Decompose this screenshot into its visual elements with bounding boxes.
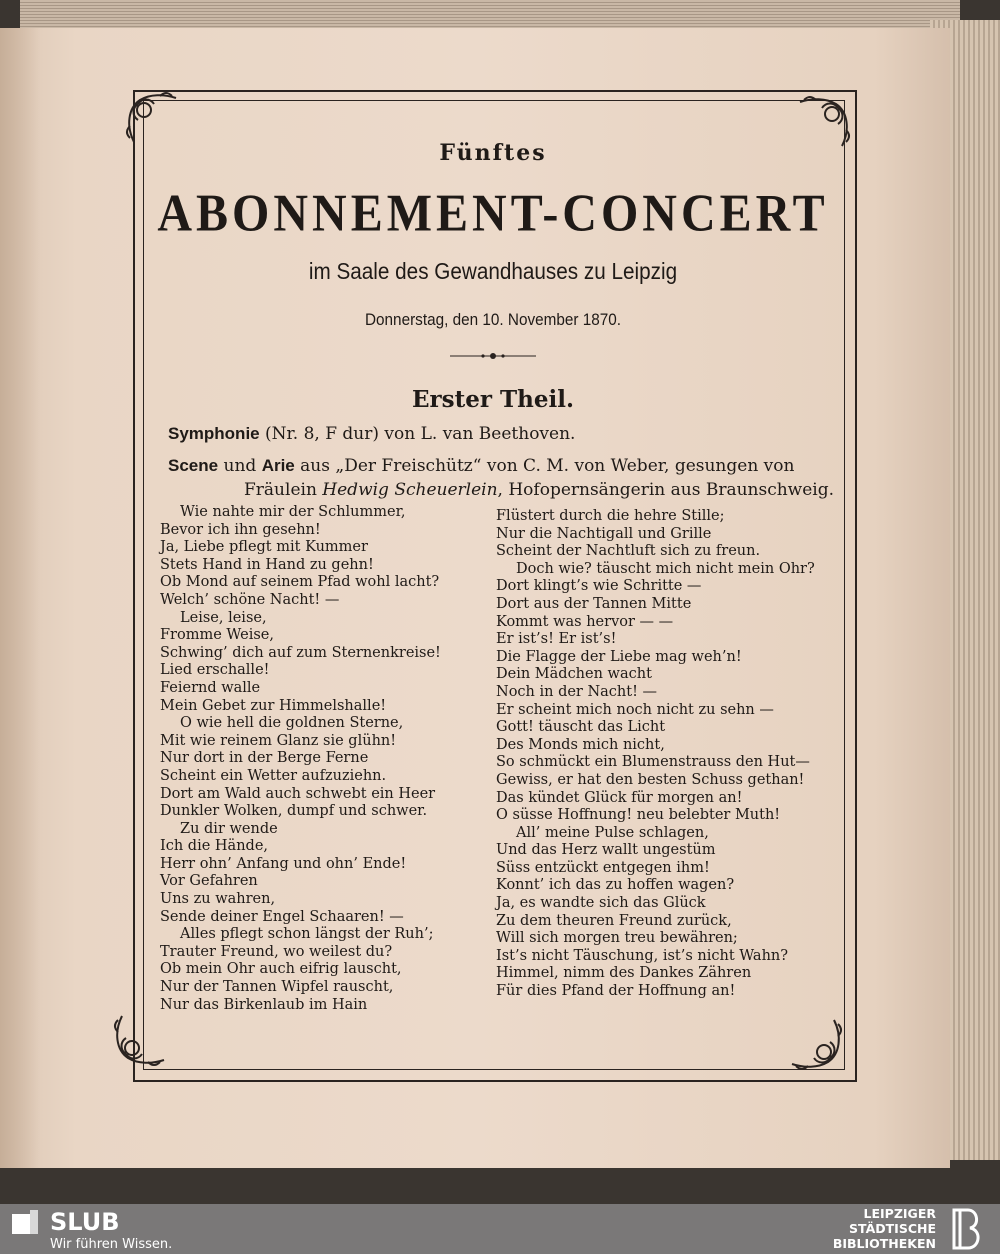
footer-tagline: Wir führen Wissen. xyxy=(50,1237,173,1252)
corner-ornament-icon xyxy=(108,1012,168,1072)
lyric-line: Dort klingt’s wie Schritte — xyxy=(496,578,702,595)
lyric-line: Lied erschalle! xyxy=(160,662,270,679)
item-label: Symphonie xyxy=(168,424,260,443)
item-label: Arie xyxy=(261,456,295,475)
lyric-line: Feiernd walle xyxy=(160,679,261,696)
lyric-line: Will sich morgen treu bewähren; xyxy=(496,930,738,947)
lyric-line: Nur der Tannen Wipfel rauscht, xyxy=(160,979,394,996)
lyric-line: Dunkler Wolken, dumpf und schwer. xyxy=(160,803,428,820)
lyric-line: Das kündet Glück für morgen an! xyxy=(496,789,743,806)
lyric-line: Alles pflegt schon längst der Ruh’; xyxy=(180,926,434,943)
lyric-line: O wie hell die goldnen Sterne, xyxy=(180,715,404,732)
lyric-line: Die Flagge der Liebe mag weh’n! xyxy=(496,648,742,665)
lyric-line: Bevor ich ihn gesehn! xyxy=(160,521,321,538)
lyric-line: Fromme Weise, xyxy=(160,627,274,644)
lyric-line: Noch in der Nacht! — xyxy=(496,683,658,700)
concert-title: ABONNEMENT-CONCERT xyxy=(157,184,829,243)
lyric-line: Für dies Pfand der Hoffnung an! xyxy=(496,983,736,1000)
slub-logo-icon xyxy=(12,1210,38,1236)
lyric-line: O süsse Hoffnung! neu belebter Muth! xyxy=(496,807,781,824)
lyric-line: All’ meine Pulse schlagen, xyxy=(516,824,709,841)
lyric-line: Gott! täuscht das Licht xyxy=(496,719,666,736)
item-text: (Nr. 8, F dur) von L. van Beethoven. xyxy=(259,424,576,444)
lyric-line: Scheint der Nachtluft sich zu freun. xyxy=(496,543,761,560)
lyric-line: Ja, es wandte sich das Glück xyxy=(496,895,706,912)
lyric-line: Nur das Birkenlaub im Hain xyxy=(160,996,368,1013)
lyric-line: Des Monds mich nicht, xyxy=(496,736,665,753)
program-item-aria xyxy=(168,456,828,476)
lyric-line: Nur die Nachtigall und Grille xyxy=(496,525,712,542)
lyric-line: Welch’ schöne Nacht! — xyxy=(160,591,340,608)
lyric-line: Dort aus der Tannen Mitte xyxy=(496,595,692,612)
lyric-line: Flüstert durch die hehre Stille; xyxy=(496,508,725,524)
program-item-symphony xyxy=(168,424,575,444)
partner-line: BIBLIOTHEKEN xyxy=(832,1236,936,1251)
lyric-line: Dort am Wald auch schwebt ein Heer xyxy=(160,785,436,802)
lyric-line: Schwing’ dich auf zum Sternenkreise! xyxy=(160,644,441,661)
lyric-line: Stets Hand in Hand zu gehn! xyxy=(160,556,374,573)
lyric-line: Sende deiner Engel Schaaren! — xyxy=(160,908,404,925)
corner-ornament-icon xyxy=(120,86,180,146)
partner-line: LEIPZIGER xyxy=(863,1206,936,1221)
lyric-line: Mein Gebet zur Himmelshalle! xyxy=(160,697,387,714)
lyrics-column-left xyxy=(160,504,441,1014)
partner-line: STÄDTISCHE xyxy=(849,1221,936,1236)
singer-name: Hedwig Scheuerlein xyxy=(322,480,498,500)
lyric-line: Ob mein Ohr auch eifrig lauscht, xyxy=(160,961,402,978)
lyrics-column-right xyxy=(496,508,815,1001)
performer-suffix: , Hofopernsängerin aus Braunschweig. xyxy=(497,480,835,500)
lyric-line: Himmel, nimm des Dankes Zähren xyxy=(496,965,752,982)
lyric-line: Süss entzückt entgegen ihm! xyxy=(496,859,710,876)
partner-name[interactable] xyxy=(833,1206,936,1251)
corner-ornament-icon xyxy=(788,1016,848,1076)
lyric-line: So schmückt ein Blumenstrauss den Hut— xyxy=(496,754,810,771)
lyric-line: Trauter Freund, wo weilest du? xyxy=(160,943,393,960)
lyric-line: Leise, leise, xyxy=(180,609,267,626)
footer-brand[interactable]: SLUB xyxy=(50,1208,120,1236)
lyric-line: Scheint ein Wetter aufzuziehn. xyxy=(160,767,387,784)
program-item-aria-performer xyxy=(244,480,834,500)
lyric-line: Dein Mädchen wacht xyxy=(496,666,652,683)
lyric-line: Doch wie? täuscht mich nicht mein Ohr? xyxy=(516,560,815,577)
lyric-line: Zu dem theuren Freund zurück, xyxy=(496,912,732,929)
lyric-line: Zu dir wende xyxy=(180,820,278,837)
lyric-line: Er ist’s! Er ist’s! xyxy=(496,631,617,648)
lyric-line: Und das Herz wallt ungestüm xyxy=(496,842,716,859)
lyric-line: Ob Mond auf seinem Pfad wohl lacht? xyxy=(160,574,440,591)
lyric-line: Kommt was hervor — — xyxy=(496,613,674,630)
part-heading: Erster Theil. xyxy=(412,386,574,413)
item-text: aus „Der Freischütz“ von C. M. von Weber, gesungen von xyxy=(294,456,795,476)
lyric-line: Gewiss, er hat den besten Schuss gethan! xyxy=(496,771,805,788)
lyric-line: Herr ohn’ Anfang und ohn’ Ende! xyxy=(160,855,407,872)
lyric-line: Ja, Liebe pflegt mit Kummer xyxy=(160,539,368,556)
divider-ornament-icon xyxy=(450,352,536,360)
lyric-line: Uns zu wahren, xyxy=(160,891,276,908)
lyric-line: Nur dort in der Berge Ferne xyxy=(160,750,369,767)
concert-date: Donnerstag, den 10. November 1870. xyxy=(364,310,622,329)
partner-logo-icon xyxy=(946,1206,988,1252)
performer-prefix: Fräulein xyxy=(244,480,323,500)
item-label: Scene xyxy=(168,456,219,475)
item-joiner: und xyxy=(218,456,262,476)
lyric-line: Er scheint mich noch nicht zu sehn — xyxy=(496,701,774,718)
lyric-line: Konnt’ ich das zu hoffen wagen? xyxy=(496,877,735,894)
lyric-line: Vor Gefahren xyxy=(160,873,258,890)
lyric-line: Wie nahte mir der Schlummer, xyxy=(180,504,406,520)
lyric-line: Mit wie reinem Glanz sie glühn! xyxy=(160,732,397,749)
page-gutter-shadow xyxy=(0,28,40,1168)
pre-title: Fünftes xyxy=(439,140,547,166)
lyric-line: Ich die Hände, xyxy=(160,838,269,855)
lyric-line: Ist’s nicht Täuschung, ist’s nicht Wahn? xyxy=(496,947,789,964)
venue-line: im Saale des Gewandhauses zu Leipzig xyxy=(308,258,678,284)
